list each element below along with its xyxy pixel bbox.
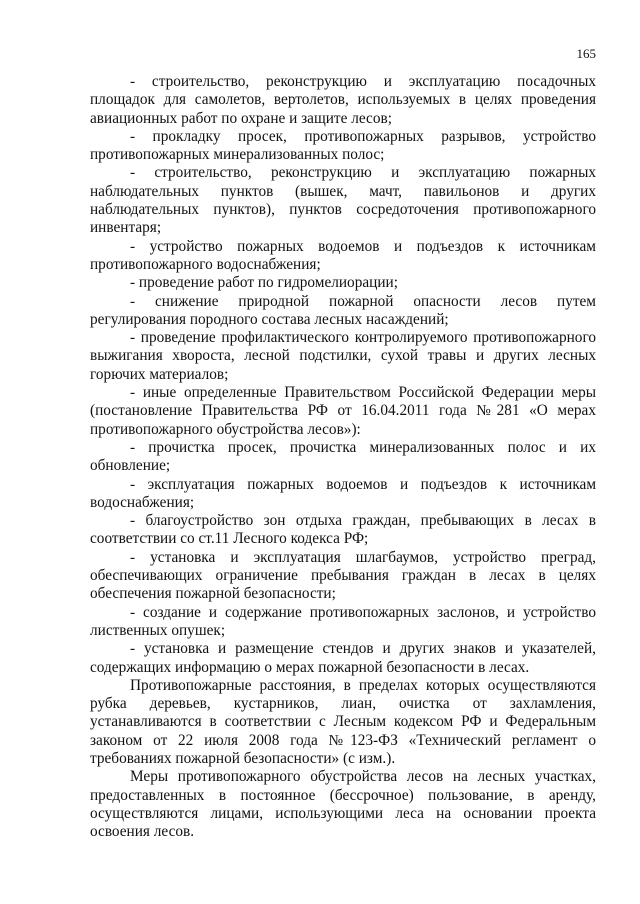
text-body — [90, 73, 596, 841]
paragraph: - строительство, реконструкцию и эксплуатацию посадочных площадок для самолетов, вертолетов, используемых в целях проведения авиационных работ по охране и защите лесов; — [90, 73, 596, 127]
paragraph: - устройство пожарных водоемов и подъездов к источникам противопожарного водоснабжения; — [90, 237, 596, 273]
paragraph: - благоустройство зон отдыха граждан, пребывающих в лесах в соответствии со ст.11 Лесного кодекса РФ; — [90, 512, 596, 548]
paragraph: - проведение работ по гидромелиорации; — [130, 274, 398, 292]
paragraph: Меры противопожарного обустройства лесов на лесных участках, предоставленных в постоянное (бессрочное) пользование, в аренду, осуществляются лицами, использующими леса на основании проекта освоения лесов. — [90, 768, 596, 841]
paragraph: - проведение профилактического контролируемого противопожарного выжигания хвороста, лесной подстилки, сухой травы и других лесных горючих материалов; — [90, 329, 596, 383]
paragraph: - эксплуатация пожарных водоемов и подъездов к источникам водоснабжения; — [90, 475, 596, 511]
paragraph: - прокладку просек, противопожарных разрывов, устройство противопожарных минерализованных полос; — [90, 127, 596, 164]
paragraph: - создание и содержание противопожарных заслонов, и устройство лиственных опушек; — [90, 603, 596, 639]
paragraph: Противопожарные расстояния, в пределах которых осуществляются рубка деревьев, кустарников, лиан, очистка от захламления, устанавливаются в соответствии с Лесным кодексом РФ и Федеральным законом от 22 июля 2008 года №123-ФЗ «Технический регламент о требованиях пожарной безопасности» (с изм.). — [90, 676, 596, 767]
paragraph: - иные определенные Правительством Российской Федерации меры (постановление Правительства РФ от 16.04.2011 года №281 «О мерах противопожарного обустройства лесов»): — [90, 384, 596, 438]
paragraph: - строительство, реконструкцию и эксплуатацию пожарных наблюдательных пунктов (вышек, мачт, павильонов и других наблюдательных пунктов), пунктов сосредоточения противопожарного инвентаря; — [90, 164, 596, 237]
paragraph: - прочистка просек, прочистка минерализованных полос и их обновление; — [90, 438, 596, 475]
page-number: 165 — [576, 46, 596, 61]
paragraph: - установка и эксплуатация шлагбаумов, устройство преград, обеспечивающих ограничение пребывания граждан в лесах в целях обеспечения пожарной безопасности; — [90, 548, 596, 603]
paragraph: - снижение природной пожарной опасности лесов путем регулирования породного состава лесных насаждений; — [90, 292, 596, 328]
paragraph: - установка и размещение стендов и других знаков и указателей, содержащих информацию о мерах пожарной безопасности в лесах. — [90, 640, 596, 676]
